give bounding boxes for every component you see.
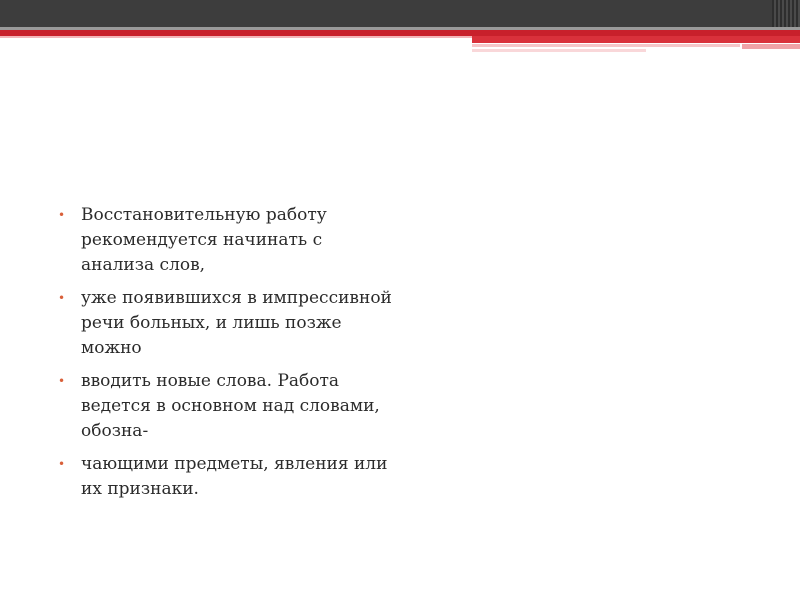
- slide-content: [58, 203, 398, 510]
- bullet-marker-icon: •: [58, 208, 66, 222]
- header-stripe-pink-secondary: [472, 44, 740, 47]
- bullet-item: [58, 286, 398, 361]
- header-stripe-red-secondary: [472, 36, 800, 43]
- bullet-item: [58, 203, 398, 278]
- bullet-marker-icon: •: [58, 374, 66, 388]
- bullet-item: [58, 452, 398, 502]
- bullet-text: вводить новые слова. Работа ведется в основном над словами, обозна-: [81, 371, 380, 441]
- bullet-marker-icon: •: [58, 291, 66, 305]
- bullet-text: Восстановительную работу рекомендуется начинать с анализа слов,: [81, 205, 327, 275]
- bullet-marker-icon: •: [58, 457, 66, 471]
- bullet-item: [58, 369, 398, 444]
- header-stripe-pink: [0, 36, 472, 38]
- header-stripe-pink-light: [472, 49, 646, 52]
- header-texture: [772, 0, 800, 27]
- header-stripe-pink-accent: [742, 44, 800, 49]
- header-dark-bar: [0, 0, 800, 27]
- bullet-text: уже появившихся в импрессивной речи больных, и лишь позже можно: [81, 288, 392, 358]
- bullet-text: чающими предметы, явления или их признаки.: [81, 454, 388, 499]
- bullet-list: [58, 203, 398, 502]
